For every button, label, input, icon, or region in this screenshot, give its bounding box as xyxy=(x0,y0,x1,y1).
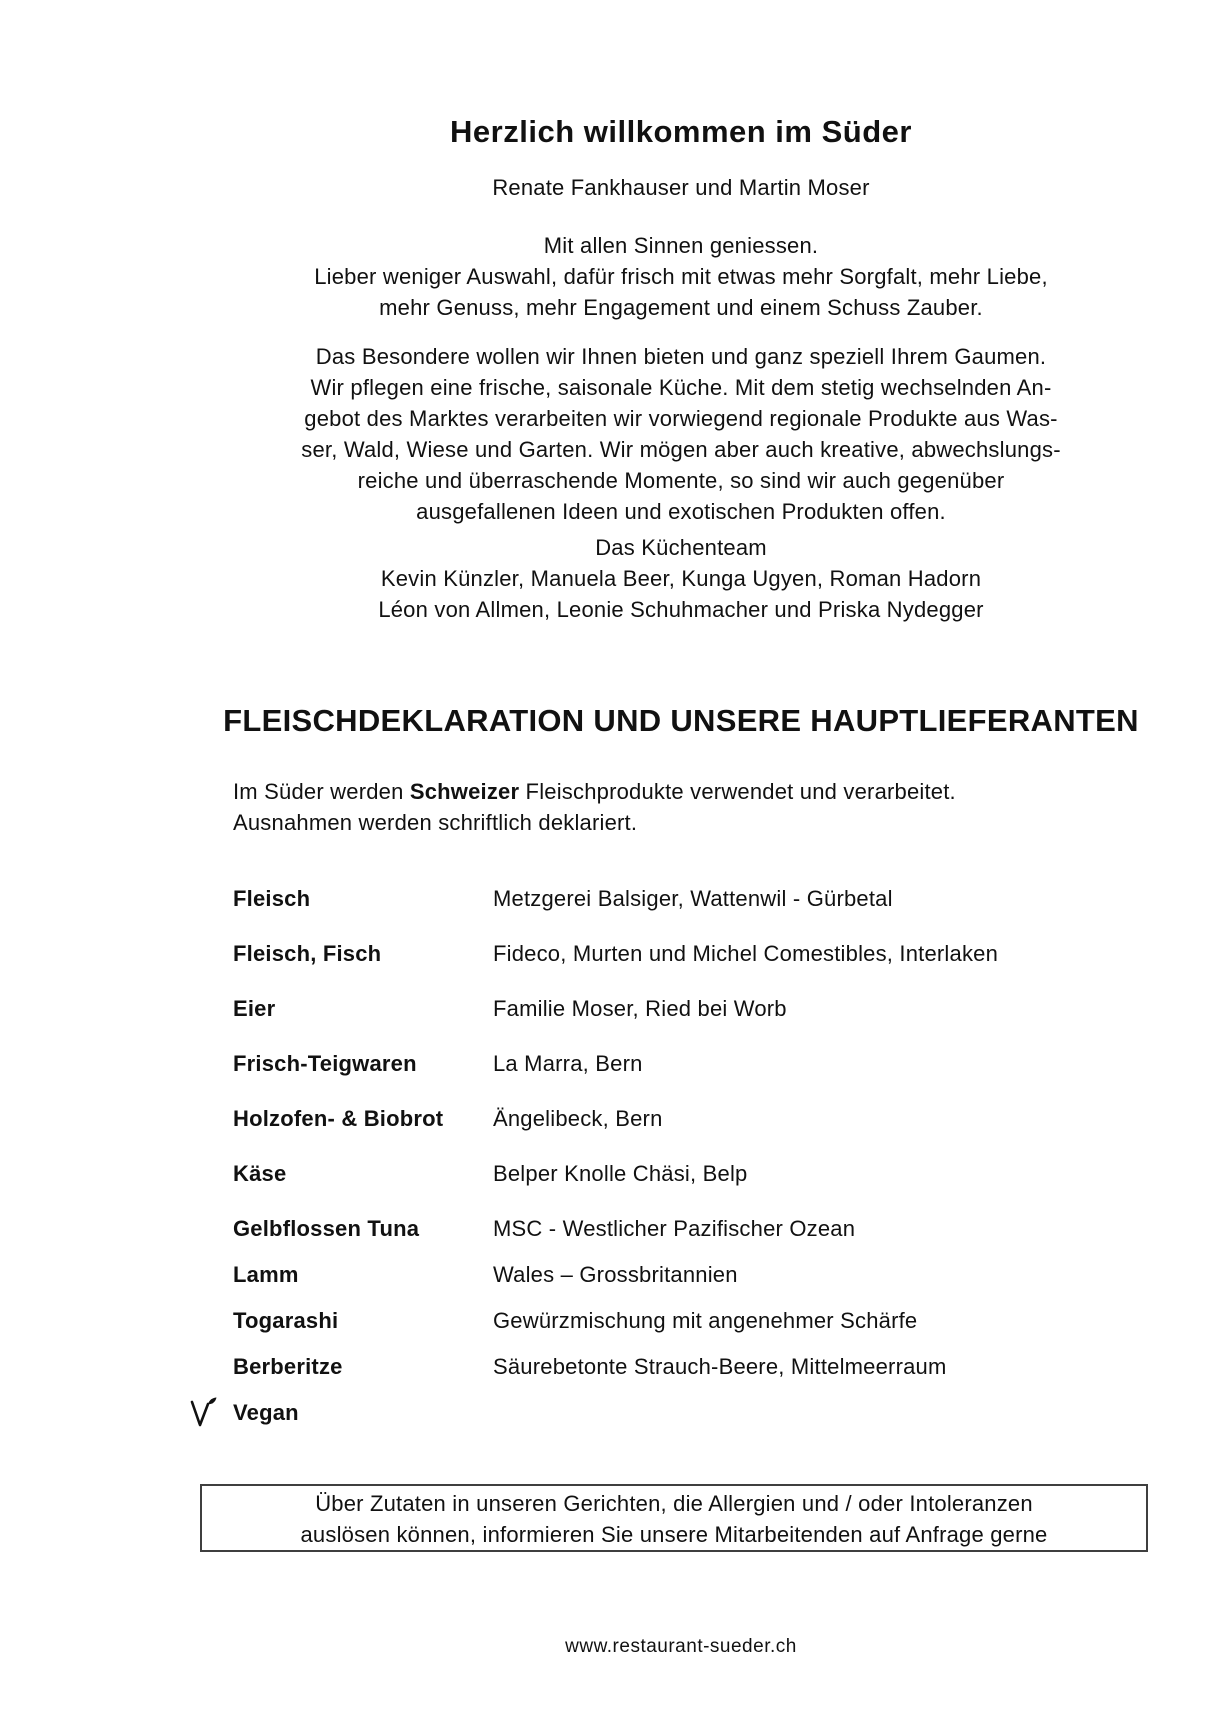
table-row xyxy=(233,1354,1163,1400)
supplier-label: Fleisch xyxy=(233,886,311,911)
supplier-value: Säurebetonte Strauch-Beere, Mittelmeerraum xyxy=(493,1354,947,1379)
about-line: Wir pflegen eine frische, saisonale Küche. Mit dem stetig wechselnden An- xyxy=(310,375,1052,400)
supplier-value: Belper Knolle Chäsi, Belp xyxy=(493,1161,748,1186)
website-footer: www.restaurant-sueder.ch xyxy=(565,1636,797,1657)
intro-suffix: Fleischprodukte verwendet und verarbeitet. xyxy=(519,779,956,804)
declaration-intro-line: Ausnahmen werden schriftlich deklariert. xyxy=(233,810,638,835)
about-line: gebot des Marktes verarbeiten wir vorwiegend regionale Produkte aus Was- xyxy=(304,406,1058,431)
about-line: ser, Wald, Wiese und Garten. Wir mögen aber auch kreative, abwechslungs- xyxy=(301,437,1061,462)
vegan-v-leaf-icon xyxy=(188,1397,218,1429)
kitchen-team-heading: Das Küchenteam xyxy=(595,535,767,560)
declaration-intro xyxy=(233,776,1093,838)
supplier-label: Holzofen- & Biobrot xyxy=(233,1106,444,1131)
supplier-value: Ängelibeck, Bern xyxy=(493,1106,663,1131)
supplier-value: MSC - Westlicher Pazifischer Ozean xyxy=(493,1216,856,1241)
allergy-note-box xyxy=(200,1484,1148,1552)
allergy-note-line: auslösen können, informieren Sie unsere Mitarbeitenden auf Anfrage gerne xyxy=(300,1522,1048,1547)
supplier-label: Lamm xyxy=(233,1262,299,1287)
supplier-label: Frisch-Teigwaren xyxy=(233,1051,417,1076)
supplier-label: Berberitze xyxy=(233,1354,343,1379)
page-title: Herzlich willkommen im Süder xyxy=(450,114,912,149)
table-row xyxy=(233,1216,1163,1262)
supplier-label: Togarashi xyxy=(233,1308,339,1333)
table-row xyxy=(233,1106,1163,1161)
supplier-label: Gelbflossen Tuna xyxy=(233,1216,420,1241)
about-paragraph xyxy=(170,341,1192,527)
supplier-label: Eier xyxy=(233,996,276,1021)
about-line: Das Besondere wollen wir Ihnen bieten und ganz speziell Ihrem Gaumen. xyxy=(315,344,1047,369)
table-row xyxy=(233,941,1163,996)
supplier-value: Familie Moser, Ried bei Worb xyxy=(493,996,787,1021)
table-row xyxy=(233,1161,1163,1216)
vegan-row xyxy=(233,1400,1163,1446)
intro-bold-word: Schweizer xyxy=(409,779,520,804)
welcome-line: mehr Genuss, mehr Engagement und einem Schuss Zauber. xyxy=(379,295,983,320)
table-row xyxy=(233,1308,1163,1354)
supplier-value: La Marra, Bern xyxy=(493,1051,643,1076)
table-row xyxy=(233,1051,1163,1106)
table-row xyxy=(233,886,1163,941)
supplier-value: Gewürzmischung mit angenehmer Schärfe xyxy=(493,1308,918,1333)
supplier-value: Metzgerei Balsiger, Wattenwil - Gürbetal xyxy=(493,886,893,911)
allergy-note-line: Über Zutaten in unseren Gerichten, die Allergien und / oder Intoleranzen xyxy=(315,1491,1033,1516)
declaration-heading: FLEISCHDEKLARATION UND UNSERE HAUPTLIEFERANTEN xyxy=(223,703,1139,738)
declaration-intro-line xyxy=(233,776,1093,807)
supplier-label: Fleisch, Fisch xyxy=(233,941,382,966)
table-row xyxy=(233,996,1163,1051)
welcome-line: Lieber weniger Auswahl, dafür frisch mit etwas mehr Sorgfalt, mehr Liebe, xyxy=(314,264,1048,289)
intro-prefix: Im Süder werden xyxy=(233,779,410,804)
suppliers-table xyxy=(233,886,1163,1446)
kitchen-team-line: Léon von Allmen, Leonie Schuhmacher und Priska Nydegger xyxy=(378,597,984,622)
hosts-line: Renate Fankhauser und Martin Moser xyxy=(492,175,870,200)
supplier-label: Käse xyxy=(233,1161,287,1186)
welcome-line: Mit allen Sinnen geniessen. xyxy=(543,233,819,258)
supplier-value: Fideco, Murten und Michel Comestibles, Interlaken xyxy=(493,941,999,966)
supplier-label: Vegan xyxy=(233,1400,299,1425)
supplier-value: Wales – Grossbritannien xyxy=(493,1262,738,1287)
table-row xyxy=(233,1262,1163,1308)
kitchen-team-block xyxy=(170,532,1192,625)
about-line: ausgefallenen Ideen und exotischen Produkten offen. xyxy=(416,499,946,524)
kitchen-team-line: Kevin Künzler, Manuela Beer, Kunga Ugyen, Roman Hadorn xyxy=(380,566,982,591)
about-line: reiche und überraschende Momente, so sind wir auch gegenüber xyxy=(357,468,1005,493)
welcome-paragraph xyxy=(170,230,1192,323)
